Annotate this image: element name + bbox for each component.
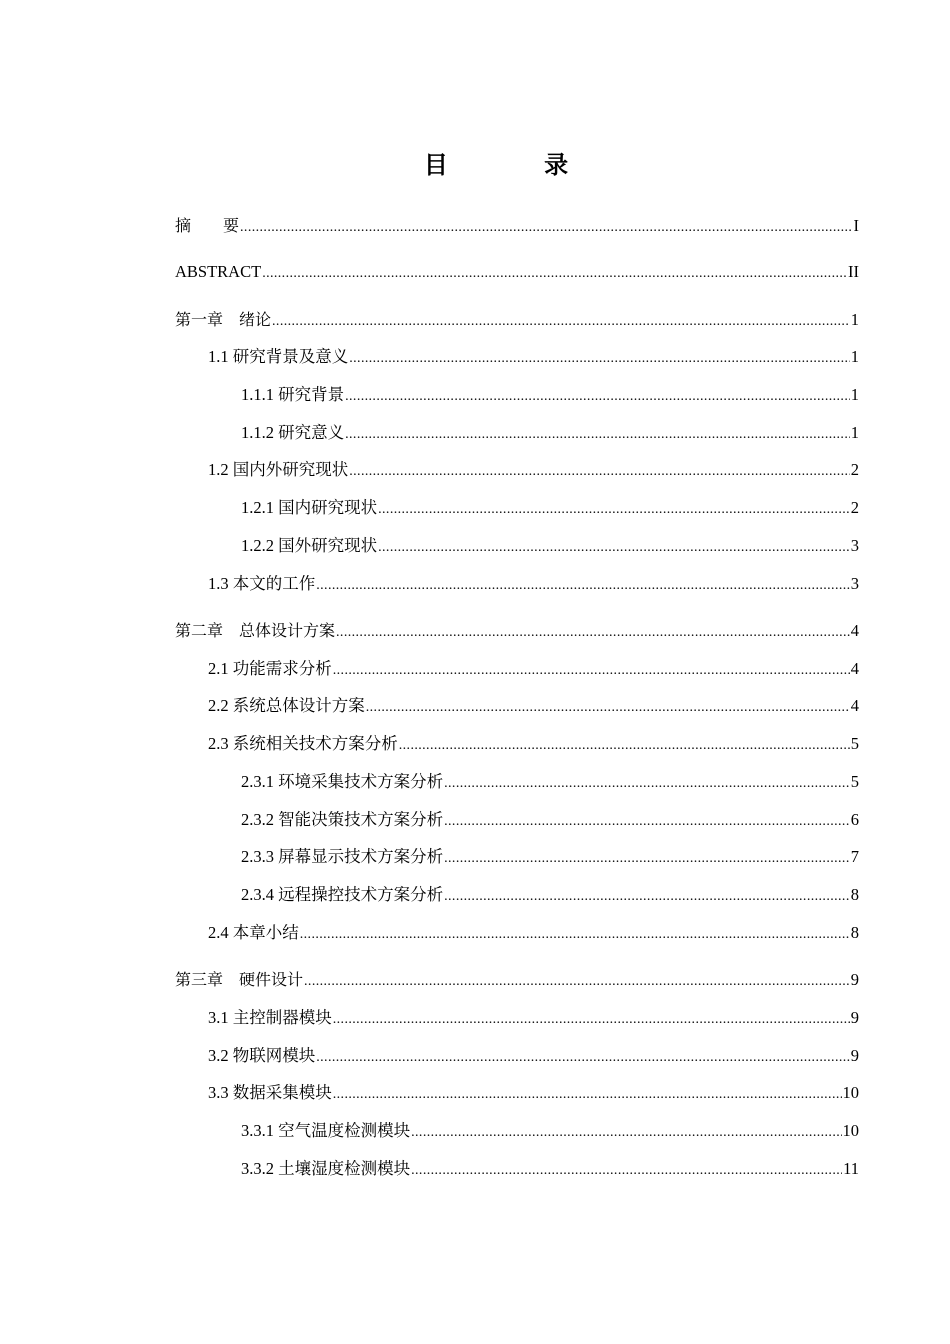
toc-entry-page: 4	[850, 659, 859, 678]
toc-entry-page: 4	[850, 621, 859, 640]
toc-entry-label: 2.4 本章小结	[208, 923, 299, 942]
toc-entry-page: 9	[850, 1008, 859, 1027]
toc-leader-dots	[316, 573, 850, 595]
toc-entry-page: 5	[850, 734, 859, 753]
toc-entry-label: 2.3.2 智能决策技术方案分析	[241, 810, 444, 829]
toc-entry-1-1-2[interactable]	[241, 422, 859, 444]
toc-leader-dots	[345, 422, 850, 444]
toc-leader-dots	[411, 1120, 841, 1142]
toc-entry-page: 11	[843, 1159, 859, 1178]
toc-entry-label: 1.2.2 国外研究现状	[241, 536, 378, 555]
toc-entry-page: 9	[850, 1046, 859, 1065]
toc-entry-label: 1.2 国内外研究现状	[208, 460, 349, 479]
toc-leader-dots	[378, 535, 850, 557]
toc-entry-page: 3	[850, 536, 859, 555]
toc-entry-3-2[interactable]	[208, 1045, 859, 1067]
toc-entry-page: 2	[850, 498, 859, 517]
toc-entry-2-3-4[interactable]	[241, 884, 859, 906]
toc-entry-1-3[interactable]	[208, 573, 859, 595]
toc-entry-page: 9	[850, 970, 859, 989]
toc-entry-2-2[interactable]	[208, 695, 859, 717]
toc-leader-dots	[411, 1158, 842, 1180]
toc-entry-3-3-1[interactable]	[241, 1120, 859, 1142]
toc-leader-dots	[300, 922, 850, 944]
toc-entry-label: 3.2 物联网模块	[208, 1046, 316, 1065]
toc-entry-label: 3.1 主控制器模块	[208, 1008, 332, 1027]
toc-leader-dots	[349, 459, 850, 481]
toc-entry-3-3-2[interactable]	[241, 1158, 859, 1180]
toc-leader-dots	[240, 215, 852, 237]
toc-leader-dots	[349, 346, 850, 368]
toc-entry-page: I	[853, 216, 859, 235]
toc-entry-1-2[interactable]	[208, 459, 859, 481]
toc-entry-2-4[interactable]	[208, 922, 859, 944]
toc-entry-page: 10	[842, 1083, 859, 1102]
toc-leader-dots	[316, 1045, 850, 1067]
toc-entry-label: 3.3.2 土壤湿度检测模块	[241, 1159, 411, 1178]
toc-entry-3-1[interactable]	[208, 1007, 859, 1029]
toc-entry-label: 摘 要	[175, 216, 240, 235]
toc-entry-1-2-1[interactable]	[241, 497, 859, 519]
toc-entry-label: 第三章 硬件设计	[175, 970, 304, 989]
toc-entry-page: 1	[850, 385, 859, 404]
toc-leader-dots	[444, 846, 850, 868]
toc-entry-2-1[interactable]	[208, 658, 859, 680]
toc-entry-1-1-1[interactable]	[241, 384, 859, 406]
toc-entry-label: 第二章 总体设计方案	[175, 621, 336, 640]
toc-entry-page: 1	[850, 310, 859, 329]
toc-entry-label: 1.1 研究背景及意义	[208, 347, 349, 366]
toc-entry-page: II	[848, 262, 859, 281]
toc-entry-page: 10	[842, 1121, 859, 1140]
toc-leader-dots	[444, 809, 850, 831]
toc-entry-page: 7	[850, 847, 859, 866]
toc-entry-1-2-2[interactable]	[241, 535, 859, 557]
toc-entry-page: 1	[850, 347, 859, 366]
toc-entry-label: ABSTRACT	[175, 262, 262, 281]
toc-entry-chapter-1[interactable]	[175, 309, 859, 331]
toc-entry-label: 2.3.1 环境采集技术方案分析	[241, 772, 444, 791]
toc-entry-page: 8	[850, 885, 859, 904]
toc-entry-2-3[interactable]	[208, 733, 859, 755]
toc-entry-3-3[interactable]	[208, 1082, 859, 1104]
toc-leader-dots	[272, 309, 850, 331]
toc-entry-chapter-2[interactable]	[175, 620, 859, 642]
toc-entry-label: 2.3.4 远程操控技术方案分析	[241, 885, 444, 904]
toc-leader-dots	[333, 1007, 850, 1029]
toc-entry-label: 3.3.1 空气温度检测模块	[241, 1121, 411, 1140]
toc-leader-dots	[262, 261, 847, 283]
toc-entry-chapter-3[interactable]	[175, 969, 859, 991]
toc-entry-abstract-cn[interactable]	[175, 215, 859, 237]
toc-entry-page: 1	[850, 423, 859, 442]
toc-entry-2-3-1[interactable]	[241, 771, 859, 793]
toc-entry-page: 4	[850, 696, 859, 715]
toc-entry-label: 1.3 本文的工作	[208, 574, 316, 593]
toc-leader-dots	[336, 620, 850, 642]
toc-entry-page: 3	[850, 574, 859, 593]
toc-leader-dots	[304, 969, 850, 991]
toc-leader-dots	[399, 733, 850, 755]
toc-entry-abstract-en[interactable]	[175, 261, 859, 283]
toc-leader-dots	[345, 384, 850, 406]
toc-leader-dots	[444, 771, 850, 793]
toc-entry-label: 2.3.3 屏幕显示技术方案分析	[241, 847, 444, 866]
toc-entry-label: 1.1.1 研究背景	[241, 385, 345, 404]
toc-entry-label: 2.2 系统总体设计方案	[208, 696, 365, 715]
toc-entry-1-1[interactable]	[208, 346, 859, 368]
page-title: 目 录	[423, 151, 613, 179]
toc-entry-label: 2.1 功能需求分析	[208, 659, 332, 678]
toc-entry-page: 2	[850, 460, 859, 479]
toc-entry-label: 1.1.2 研究意义	[241, 423, 345, 442]
toc-leader-dots	[444, 884, 850, 906]
toc-entry-label: 3.3 数据采集模块	[208, 1083, 332, 1102]
toc-entry-page: 5	[850, 772, 859, 791]
toc-entry-page: 8	[850, 923, 859, 942]
toc-entry-label: 第一章 绪论	[175, 310, 272, 329]
toc-entry-page: 6	[850, 810, 859, 829]
toc-leader-dots	[333, 1082, 842, 1104]
toc-entry-2-3-3[interactable]	[241, 846, 859, 868]
toc-entry-label: 1.2.1 国内研究现状	[241, 498, 378, 517]
toc-leader-dots	[366, 695, 850, 717]
toc-leader-dots	[378, 497, 850, 519]
toc-entry-2-3-2[interactable]	[241, 809, 859, 831]
toc-leader-dots	[333, 658, 850, 680]
toc-entry-label: 2.3 系统相关技术方案分析	[208, 734, 398, 753]
